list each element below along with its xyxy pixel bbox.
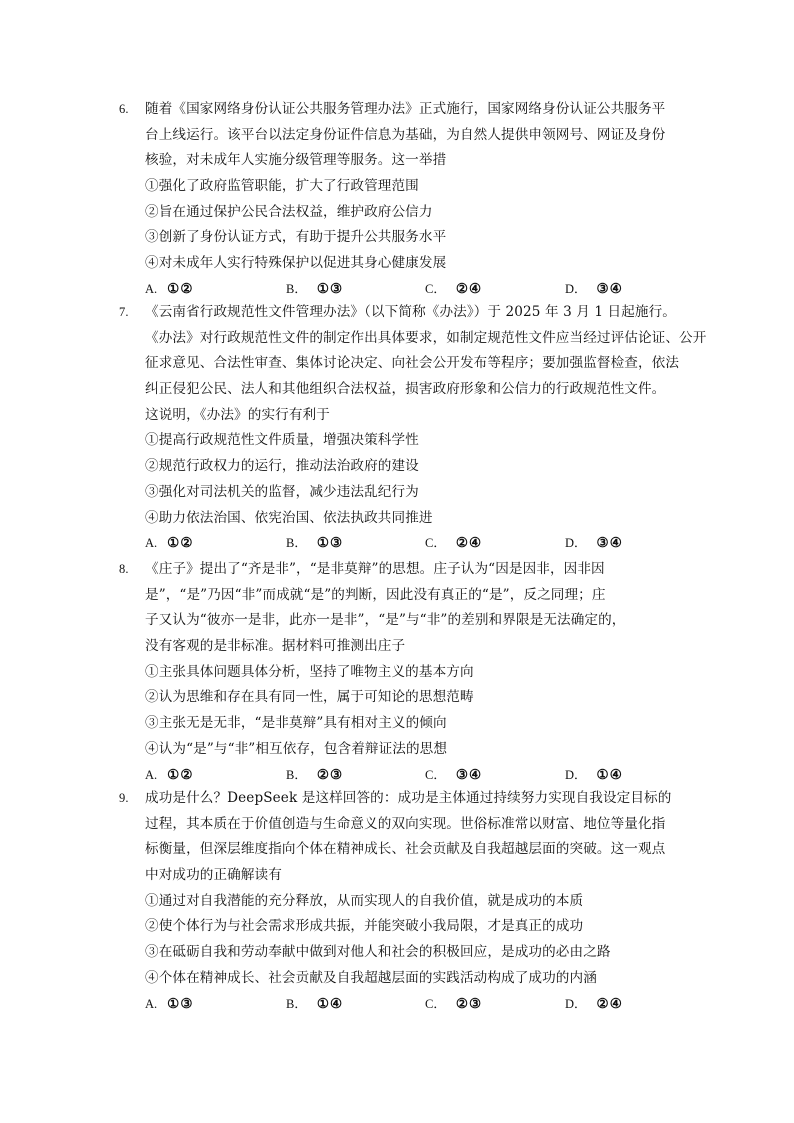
option-c[interactable]: C． ②③ [425, 995, 483, 1012]
question-stem-line [119, 634, 679, 660]
option-b[interactable]: B． ②③ [286, 766, 344, 783]
statement-item: ①强化了政府监管职能，扩大了行政管理范围 [145, 178, 419, 195]
question-number: 9. [119, 791, 129, 805]
option-b[interactable]: B． ①③ [286, 280, 344, 297]
question-stem-line [119, 863, 679, 889]
option-c[interactable]: C． ③④ [425, 766, 483, 783]
stem-text: 没有客观的是非标准。据材料可推测出庄子 [145, 638, 406, 655]
option-d[interactable]: D． ③④ [565, 535, 623, 552]
stem-text: 随着《国家网络身份认证公共服务管理办法》正式施行，国家网络身份认证公共服务平 [145, 101, 666, 117]
question-stem-line [119, 377, 679, 403]
statement-item: ③在砥砺自我和劳动奉献中做到对他人和社会的积极回应，是成功的必由之路 [145, 944, 611, 961]
question-6 [119, 97, 679, 303]
stem-text: 征求意见、合法性审查、集体讨论决定、向社会公开发布等程序；要加强监督检查，依法 [145, 355, 680, 372]
stem-text: 是”，“是”乃因“非”而成就“是”的判断，因此没有真正的“是”，反之同理；庄 [145, 586, 606, 603]
option-d[interactable]: D． ③④ [565, 280, 623, 297]
stem-text: 台上线运行。该平台以法定身份证件信息为基础，为自然人提供申领网号、网证及身份 [145, 126, 666, 143]
question-stem-line [119, 557, 679, 583]
statement-item: ①提高行政规范性文件质量，增强决策科学性 [145, 432, 419, 449]
statement-item: ①主张具体问题具体分析，坚持了唯物主义的基本方向 [145, 663, 474, 680]
question-stem-line [119, 351, 679, 377]
statement-item: ③创新了身份认证方式，有助于提升公共服务水平 [145, 229, 447, 246]
statement-item: ③强化对司法机关的监督，减少违法乱纪行为 [145, 483, 419, 500]
question-stem-line [119, 97, 679, 123]
answer-options [119, 277, 679, 303]
question-stem-line [119, 786, 679, 812]
question-8 [119, 557, 679, 788]
statement-item: ②认为思维和存在具有同一性，属于可知论的思想范畴 [145, 689, 474, 706]
stem-text: 《办法》对行政规范性文件的制定作出具体要求，如制定规范性文件应当经过评估论证、公开 [145, 329, 707, 346]
option-b[interactable]: B． ①③ [286, 535, 344, 552]
question-number: 6. [119, 102, 129, 116]
option-a[interactable]: A. ①③ [145, 995, 194, 1012]
stem-text: 过程，其本质在于价值创造与生命意义的双向实现。世俗标准常以财富、地位等量化指 [145, 815, 666, 832]
question-7 [119, 300, 707, 557]
statement-item: ④助力依法治国、依宪治国、依法执政共同推进 [145, 509, 433, 526]
stem-text: 核验，对未成年人实施分级管理等服务。这一举措 [145, 152, 447, 169]
stem-text: 成功是什么？DeepSeek 是这样回答的：成功是主体通过持续努力实现自我设定目标的 [145, 790, 672, 806]
question-stem-line [119, 812, 679, 838]
stem-text: 标衡量，但深层维度指向个体在精神成长、社会贡献及自我超越层面的突破。这一观点 [145, 841, 666, 858]
option-a[interactable]: A. ①② [145, 766, 194, 783]
stem-text: 中对成功的正确解读有 [145, 867, 282, 884]
question-number: 8. [119, 562, 129, 576]
option-d[interactable]: D． ①④ [565, 766, 623, 783]
question-stem-line [119, 583, 679, 609]
stem-text: 这说明，《办法》的实行有利于 [145, 406, 330, 423]
option-a[interactable]: A. ①② [145, 535, 194, 552]
statement-item: ①通过对自我潜能的充分释放，从而实现人的自我价值，就是成功的本质 [145, 892, 584, 909]
statement-item: ②使个体行为与社会需求形成共振，并能突破小我局限，才是真正的成功 [145, 918, 584, 935]
option-d[interactable]: D． ②④ [565, 995, 623, 1012]
question-stem-line [119, 608, 679, 634]
question-9 [119, 786, 679, 1017]
answer-options [119, 531, 679, 557]
question-number: 7. [119, 305, 129, 319]
question-stem-line [119, 837, 679, 863]
statement-item: ②旨在通过保护公民合法权益，维护政府公信力 [145, 203, 433, 220]
question-stem-line [119, 148, 679, 174]
question-stem-line [119, 403, 679, 429]
question-stem-line [119, 326, 707, 352]
stem-text: 《云南省行政规范性文件管理办法》（以下简称《办法》）于 2025 年 3 月 1 日起施行。 [145, 304, 677, 320]
answer-options [119, 992, 679, 1018]
statement-item: ③主张无是无非，“是非莫辩”具有相对主义的倾向 [145, 715, 447, 732]
option-a[interactable]: A. ①② [145, 280, 194, 297]
option-c[interactable]: C． ②④ [425, 535, 483, 552]
option-c[interactable]: C． ②④ [425, 280, 483, 297]
statement-item: ②规范行政权力的运行，推动法治政府的建设 [145, 458, 419, 475]
stem-text: 《庄子》提出了“齐是非”，“是非莫辩”的思想。庄子认为“因是因非，因非因 [145, 561, 605, 577]
question-stem-line [119, 300, 679, 326]
question-stem-line [119, 123, 679, 149]
statement-item: ④对未成年人实行特殊保护以促进其身心健康发展 [145, 255, 447, 272]
stem-text: 纠正侵犯公民、法人和其他组织合法权益，损害政府形象和公信力的行政规范性文件。 [145, 381, 666, 398]
option-b[interactable]: B． ①④ [286, 995, 344, 1012]
statement-item: ④认为“是”与“非”相互依存，包含着辩证法的思想 [145, 740, 448, 757]
stem-text: 子又认为“彼亦一是非，此亦一是非”，“是”与“非”的差别和界限是无法确定的， [145, 612, 626, 629]
statement-item: ④个体在精神成长、社会贡献及自我超越层面的实践活动构成了成功的内涵 [145, 969, 597, 986]
answer-options [119, 763, 679, 789]
